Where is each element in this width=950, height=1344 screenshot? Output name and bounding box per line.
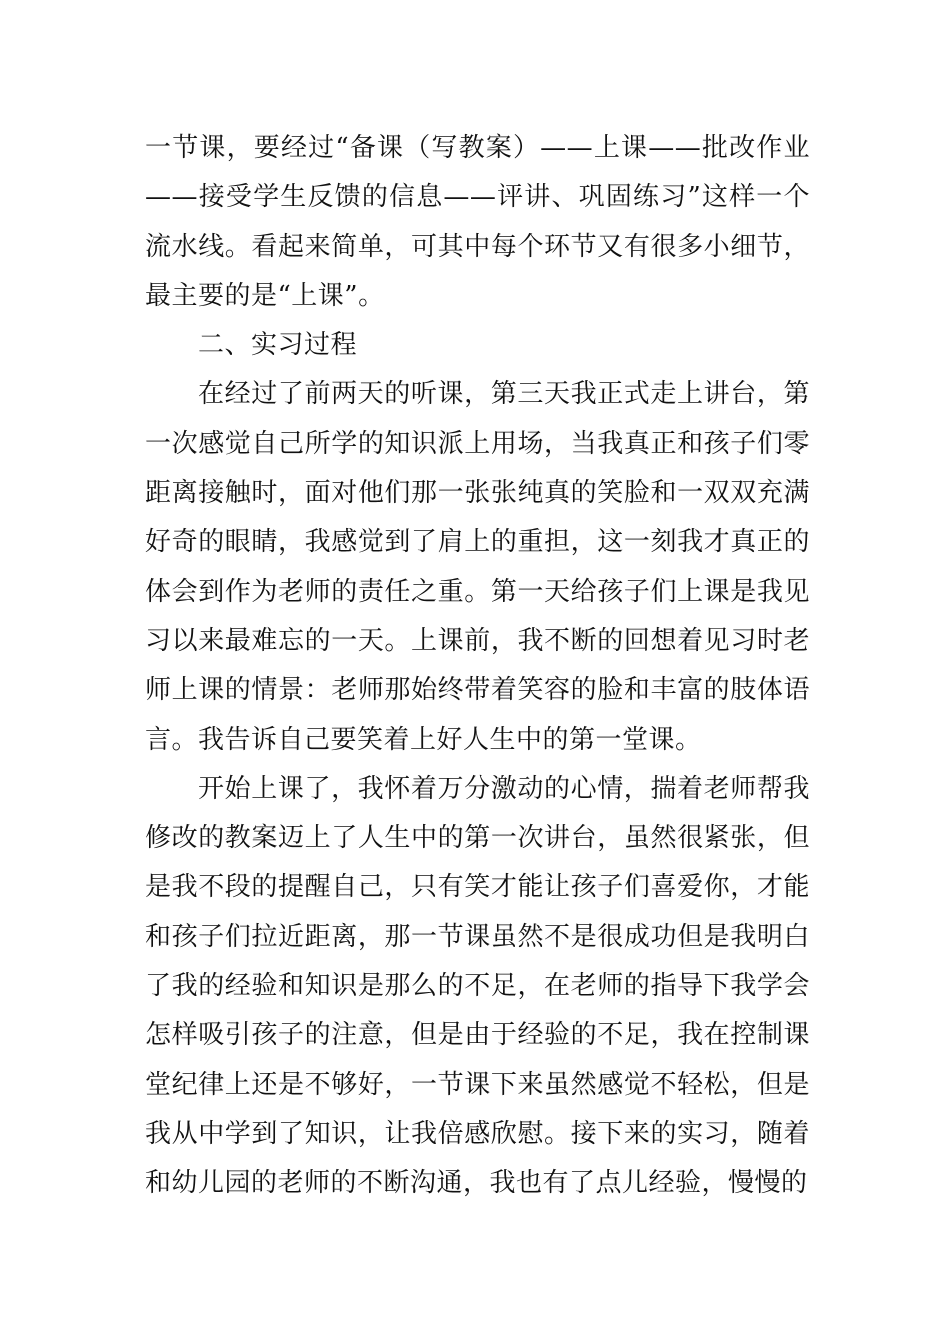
paragraph: 在经过了前两天的听课，第三天我正式走上讲台，第一次感觉自己所学的知识派上用场，当我真正和孩子们零距离接触时，面对他们那一张张纯真的笑脸和一双双充满好奇的眼睛，我感觉到了肩上的重担，这一刻我才真正的体会到作为老师的责任之重。第一天给孩子们上课是我见习以来最难忘的一天。上课前，我不断的回想着见习时老师上课的情景：老师那始终带着笑容的脸和丰富的肢体语言。我告诉自己要笑着上好人生中的第一堂课。 (145, 379, 810, 755)
paragraph-continued: 一节课，要经过“备课（写教案）——上课——批改作业——接受学生反馈的信息——评讲、巩固练习”这样一个流水线。看起来简单，可其中每个环节又有很多小细节，最主要的是“上课”。 (145, 133, 810, 311)
section-heading: 二、实习过程 (198, 330, 358, 361)
document-body (145, 124, 810, 1209)
paragraph: 开始上课了，我怀着万分激动的心情，揣着老师帮我修改的教案迈上了人生中的第一次讲台，虽然很紧张，但是我不段的提醒自己，只有笑才能让孩子们喜爱你，才能和孩子们拉近距离，那一节课虽然不是很成功但是我明白了我的经验和知识是那么的不足，在老师的指导下我学会怎样吸引孩子的注意，但是由于经验的不足，我在控制课堂纪律上还是不够好，一节课下来虽然感觉不轻松，但是我从中学到了知识，让我倍感欣慰。接下来的实习，随着和幼儿园的老师的不断沟通，我也有了点儿经验，慢慢的 (145, 773, 810, 1199)
